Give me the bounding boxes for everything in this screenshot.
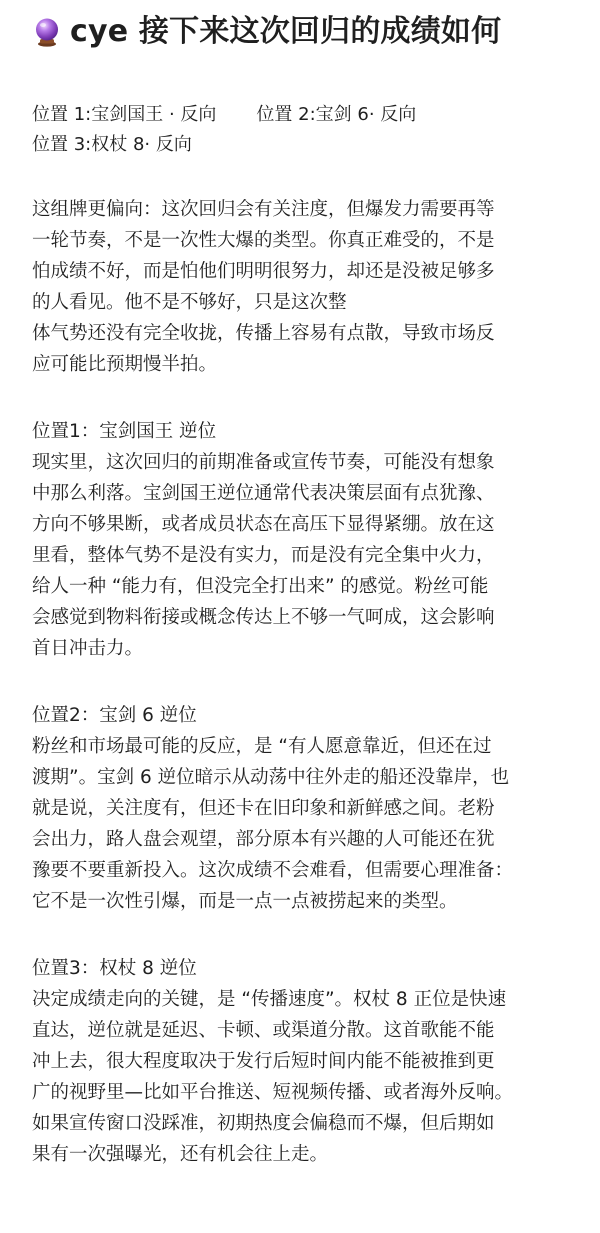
card-positions	[32, 100, 570, 160]
summary-line: 这组牌更偏向：这次回归会有关注度，但爆发力需要再等	[32, 199, 495, 220]
section-heading: 位置1：宝剑国王 逆位	[32, 421, 217, 442]
crystal-ball-icon	[32, 17, 62, 47]
section-heading: 位置2：宝剑 6 逆位	[32, 705, 197, 726]
summary-line: 应可能比预期慢半拍。	[32, 354, 218, 375]
section-line: 渡期”。宝剑 6 逆位暗示从动荡中往外走的船还没靠岸，也	[32, 767, 510, 788]
section-line: 豫要不要重新投入。这次成绩不会难看，但需要心理准备：	[32, 860, 514, 881]
section-line: 里看，整体气势不是没有实力，而是没有完全集中火力，	[32, 545, 495, 566]
section-line: 就是说，关注度有，但还卡在旧印象和新鲜感之间。老粉	[32, 798, 495, 819]
section-line: 首日冲击力。	[32, 638, 144, 659]
section-line: 果有一次强曝光，还有机会往上走。	[32, 1144, 329, 1165]
summary-line: 的人看见。他不是不够好，只是这次整	[32, 292, 347, 313]
positions-line-2	[32, 130, 570, 160]
position-3-card: 位置 3:权杖 8· 反向	[32, 134, 192, 155]
summary-block	[32, 194, 570, 380]
summary-line: 怕成绩不好，而是怕他们明明很努力，却还是没被足够多	[32, 261, 495, 282]
section-line: 现实里，这次回归的前期准备或宣传节奏，可能没有想象	[32, 452, 495, 473]
title-row	[32, 10, 570, 54]
section-line: 方向不够果断，或者成员状态在高压下显得紧绷。放在这	[32, 514, 495, 535]
position-2-card: 位置 2:宝剑 6· 反向	[256, 104, 417, 125]
section-position-2	[32, 700, 570, 917]
positions-line-1	[32, 100, 570, 130]
section-position-1	[32, 416, 570, 664]
section-line: 给人一种 “能力有，但没完全打出来” 的感觉。粉丝可能	[32, 576, 489, 597]
section-line: 会出力，路人盘会观望，部分原本有兴趣的人可能还在犹	[32, 829, 495, 850]
section-line: 粉丝和市场最可能的反应，是 “有人愿意靠近，但还在过	[32, 736, 492, 757]
section-line: 广的视野里—比如平台推送、短视频传播、或者海外反响。	[32, 1082, 514, 1103]
summary-line: 体气势还没有完全收拢，传播上容易有点散，导致市场反	[32, 323, 495, 344]
summary-line: 一轮节奏，不是一次性大爆的类型。你真正难受的，不是	[32, 230, 495, 251]
page-title: cye 接下来这次回归的成绩如何	[70, 14, 502, 49]
section-position-3	[32, 953, 570, 1170]
position-1-card: 位置 1:宝剑国王 · 反向	[32, 104, 217, 125]
section-line: 直达，逆位就是延迟、卡顿、或渠道分散。这首歌能不能	[32, 1020, 495, 1041]
section-line: 会感觉到物料衔接或概念传达上不够一气呵成，这会影响	[32, 607, 495, 628]
section-heading: 位置3：权杖 8 逆位	[32, 958, 197, 979]
section-line: 冲上去，很大程度取决于发行后短时间内能不能被推到更	[32, 1051, 495, 1072]
section-line: 中那么利落。宝剑国王逆位通常代表决策层面有点犹豫、	[32, 483, 495, 504]
section-line: 如果宣传窗口没踩准，初期热度会偏稳而不爆，但后期如	[32, 1113, 495, 1134]
section-line: 决定成绩走向的关键，是 “传播速度”。权杖 8 正位是快速	[32, 989, 507, 1010]
section-line: 它不是一次性引爆，而是一点一点被捞起来的类型。	[32, 891, 458, 912]
